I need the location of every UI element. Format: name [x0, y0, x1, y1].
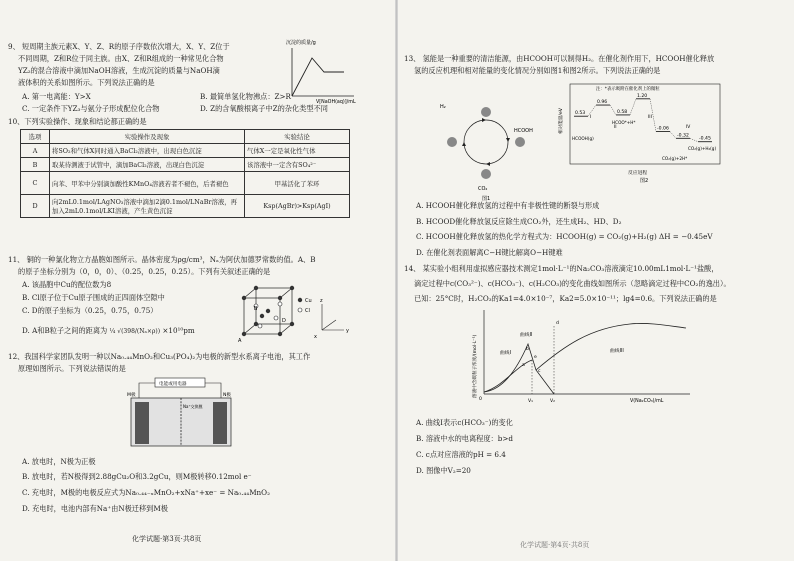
q14-point-a: a [522, 363, 525, 368]
energy-connector [690, 138, 698, 141]
q9-graph-xlabel: V[NaOH(aq)]/mL [316, 100, 356, 105]
q13-fig2-caption: 图2 [640, 178, 649, 184]
q11-option-d-unit: ×10¹⁰pm [162, 326, 195, 335]
q14-curve1-label: 曲线I [500, 351, 512, 356]
q10-table [20, 129, 350, 218]
q11-axis-y: y [346, 328, 349, 334]
q14-point-e: e [534, 355, 537, 360]
table-cell: A [21, 144, 50, 158]
energy-value: 0.96 [597, 100, 608, 106]
catalyst-icon [481, 107, 491, 117]
q13-energy-chart [556, 84, 726, 184]
cu-legend-icon [298, 298, 302, 302]
table-header-cell: 选项 [21, 130, 50, 144]
m-electrode [135, 402, 149, 444]
q11-option-d[interactable] [22, 326, 195, 336]
table-cell: 甲基活化了苯环 [245, 172, 350, 195]
q14-option-a[interactable]: A. 曲线I表示c(HCO₃⁻)的变化 [416, 418, 513, 427]
q12-battery-diagram [125, 378, 245, 448]
table-cell: B [21, 158, 50, 172]
q9-option-c[interactable]: C. 一定条件下YZ₃与氨分子形成配位化合物 [22, 104, 160, 113]
energy-value: 0.58 [617, 109, 628, 115]
q11-legend-cl: Cl [305, 308, 310, 314]
cl-legend-icon [298, 308, 302, 312]
q13-ylabel: 相对能量/eV [559, 108, 564, 134]
q13-line2: 氢的反应机理和相对能量的变化情况分别如图1和图2所示。下列说法正确的是 [414, 66, 661, 75]
q14-curve2-label: 曲线II [520, 333, 533, 338]
q13-option-b[interactable]: B. HCOOD催化释放氢反应除生成CO₂外，还生成H₂、HD、D₂ [416, 217, 622, 226]
q13-option-d[interactable]: D. 在催化剂表面解离C−H键比解离O−H键难 [416, 248, 563, 257]
table-cell: D [21, 195, 50, 218]
q9-line2: 不同周期，Z和R位于同主族。由X、Z和R组成的一种常见化合物 [18, 54, 224, 63]
q12-option-b[interactable]: B. 放电时，若N极得到2.88gCu₂O和3.2gCu，则M极转移0.12mol e⁻ [22, 472, 252, 481]
q14-titration-chart [470, 306, 700, 406]
energy-value: -0.45 [699, 136, 711, 142]
q13-mech-reactant: HCOOH [514, 128, 533, 134]
q14-v1-label: V₁ [528, 399, 533, 404]
q12-n-label: N极 [223, 393, 232, 398]
table-cell: 将SO₂和气体X同时通入BaCl₂溶液中，出现白色沉淀 [50, 144, 245, 158]
q9-graph-ylabel: 沉淀的质量/g [286, 40, 316, 46]
q12-membrane-label: Na⁺交换膜 [183, 404, 203, 409]
q14-line2: 滴定过程中c(CO₃²⁻)、c(HCO₃⁻)、c(H₂CO₃)的变化曲线如图所示（忽略滴定过程中CO₂的逸出）。 [414, 279, 731, 288]
q14-point-b: b [526, 347, 529, 352]
q12-line2: 原理如图所示。下列说法错误的是 [18, 364, 126, 373]
q11-option-b[interactable]: B. Cl原子位于Cu原子围成的正四面体空隙中 [22, 293, 165, 302]
q13-species: CO₂(g)+2H* [662, 156, 688, 161]
q11-option-d-text: D. A和B粒子之间的距离为 [22, 326, 108, 335]
q14-point-c: c [538, 369, 541, 374]
q9-precipitate-graph [282, 40, 382, 105]
q13-option-c[interactable]: C. HCOOH催化释放氢的热化学方程式为：HCOOH(g) = CO₂(g)+H₂(g) ΔH = −0.45eV [416, 232, 713, 241]
q14-point-d: d [556, 321, 559, 326]
q11-legend-cu: Cu [305, 298, 312, 304]
table-row [21, 158, 350, 172]
q13-mech-co2: CO₂ [478, 186, 488, 192]
q12-option-d[interactable]: D. 充电时，电池内部有Na⁺由N极迁移到M极 [22, 504, 168, 513]
q12-option-a[interactable]: A. 放电时，N极为正极 [22, 457, 96, 466]
q11-axis-x: x [314, 334, 317, 340]
q14-curve-2 [484, 344, 554, 394]
table-header-cell: 实验操作及现象 [50, 130, 245, 144]
q11-point-b: B [254, 306, 258, 312]
q14-line3: 已知：25°C时，H₂CO₃的Ka1=4.0×10⁻⁷，Ka2=5.0×10⁻¹¹；lg4=0.6。下列说法正确的是 [414, 294, 717, 303]
q13-legend: 注：*表示吸附在催化剂上的微粒 [596, 87, 660, 92]
q9-line1: 9、 短周期主族元素X、Y、Z、R的原子序数依次增大，X、Y、Z位于 [8, 42, 230, 51]
energy-connector [610, 105, 616, 115]
table-cell: 向苯、甲苯中分别滴加酸性KMnO₄溶液若者不褪色，后者褪色 [50, 172, 245, 195]
step-label: IV [686, 125, 691, 130]
q11-point-d: D [282, 318, 286, 324]
q14-xlabel: V(Na₂CO₃)/mL [630, 399, 664, 404]
catalyst-icon [481, 169, 491, 179]
q11-option-a[interactable]: A. 该晶胞中Cu的配位数为8 [22, 280, 112, 289]
q12-m-label: M极 [127, 393, 136, 398]
q12-option-c[interactable]: C. 充电时，M极的电极反应式为Na₀.₄₄₋ₓMnO₂+xNa⁺+xe⁻ = Na₀.₄₄MnO₂ [22, 488, 270, 497]
n-electrode [213, 402, 227, 444]
q11-axis-z: z [320, 298, 323, 304]
q14-origin: 0 [479, 397, 482, 402]
table-row [21, 144, 350, 158]
energy-levels [574, 93, 712, 142]
table-row [21, 195, 350, 218]
q13-fig1-caption: 图1 [482, 196, 491, 202]
q9-option-d[interactable]: D. Z的含氧酸根离子中Z的杂化类型不同 [200, 104, 328, 113]
q9-option-a[interactable]: A. 第一电离能：Y>X [22, 92, 91, 101]
q12-device-label: 电能或用电器 [159, 382, 187, 387]
q10-stem: 10、下列实验操作、现象和结论都正确的是 [8, 117, 147, 126]
q14-v2-label: V₂ [550, 399, 555, 404]
q9-line4: 液体积的关系如图所示。下列说法正确的是 [18, 78, 155, 87]
table-header-cell: 实验结论 [245, 130, 350, 144]
table-cell: 向2mL0.1mol/LAgNO₃溶液中滴加2滴0.1mol/LNaBr溶液，再加入2mL0.1mol/LKI溶液，产生黄色沉淀 [50, 195, 245, 218]
q11-crystal-cell [232, 282, 352, 352]
q14-option-c[interactable]: C. c点对应溶液的pH = 6.4 [416, 450, 506, 459]
q11-line1: 11、 铜的一种氯化物立方晶胞如图所示。晶体密度为ρg/cm³，Nₐ为阿伏加德罗常数的值。A、B [8, 255, 316, 264]
q14-option-b[interactable]: B. 溶液中水的电离程度：b>d [416, 434, 513, 443]
table-header [21, 130, 350, 144]
step-label: II [614, 125, 617, 130]
energy-value: 1.20 [637, 93, 648, 99]
q14-curve3-label: 曲线III [610, 349, 624, 354]
q11-point-a: A [238, 338, 242, 344]
step-label: III [648, 115, 652, 120]
footer-left: 化学试题·第3页·共8页 [132, 535, 202, 543]
energy-connector [630, 99, 636, 115]
table-cell: 气体X一定是氧化性气体 [245, 144, 350, 158]
table-cell: C [21, 172, 50, 195]
q14-curve-3 [536, 323, 686, 370]
q9-line3: YZ₂的混合溶液中滴加NaOH溶液，生成沉淀的质量与NaOH滴 [18, 66, 220, 75]
q14-ylabel: 溶液中含碳粒子浓度/(mol·L⁻¹) [473, 334, 478, 398]
q13-mech-h2: H₂ [440, 104, 446, 110]
table-cell: 取某待测液于试管中，滴加BaCl₂溶液，出现白色沉淀 [50, 158, 245, 172]
page-fold [395, 0, 398, 561]
q11-option-c[interactable]: C. D的原子坐标为（0.25，0.75，0.75） [22, 306, 158, 315]
footer-right: 化学试题·第4页·共8页 [520, 541, 590, 549]
catalyst-icon [515, 137, 525, 147]
q13-option-a[interactable]: A. HCOOH催化释放氢的过程中有非极性键的断裂与形成 [416, 201, 600, 210]
q11-line2: 的原子坐标分别为（0，0，0）、（0.25，0.25，0.25）。下列有关叙述正确的是 [18, 267, 271, 276]
step-label: I [590, 115, 592, 120]
q9-option-b[interactable]: B. 最简单氢化物沸点：Z>R [200, 92, 291, 101]
q13-species: HCOOH(g) [572, 136, 594, 141]
energy-value: -0.32 [677, 133, 689, 139]
table-cell: Ksp(AgBr)>Ksp(AgI) [245, 195, 350, 218]
energy-value: 0.53 [575, 111, 586, 117]
q13-species: CO₂(g)+H₂(g) [688, 146, 717, 151]
q11-formula: ¼ √(398/(Nₐ×ρ)) [109, 328, 161, 335]
catalyst-icon [447, 137, 457, 147]
q13-mechanism-diagram [434, 96, 544, 202]
q14-option-d[interactable]: D. 图像中V₂=20 [416, 466, 471, 475]
table-cell: 该溶液中一定含有SO₄²⁻ [245, 158, 350, 172]
energy-value: -0.06 [657, 126, 669, 132]
q9-curve [292, 58, 344, 96]
energy-connector [670, 132, 676, 139]
q13-species: HCOO*+H* [612, 120, 636, 125]
q14-line1: 14、 某实验小组利用虚拟感应器技术测定1mol·L⁻¹的Na₂CO₃溶液滴定10.00mL1mol·L⁻¹盐酸， [404, 264, 719, 273]
q12-line1: 12、我国科学家团队发明一种以Na₀.₄₄MnO₂和Cu₃(PO₄)₂为电极的新型水系离子电池，其工作 [8, 352, 311, 361]
q13-xlabel: 反应进程 [628, 171, 648, 176]
q13-line1: 13、 氢能是一种重要的清洁能源，由HCOOH可以制得H₂。在催化剂作用下，HCOOH催化释放 [404, 54, 715, 63]
table-row [21, 172, 350, 195]
